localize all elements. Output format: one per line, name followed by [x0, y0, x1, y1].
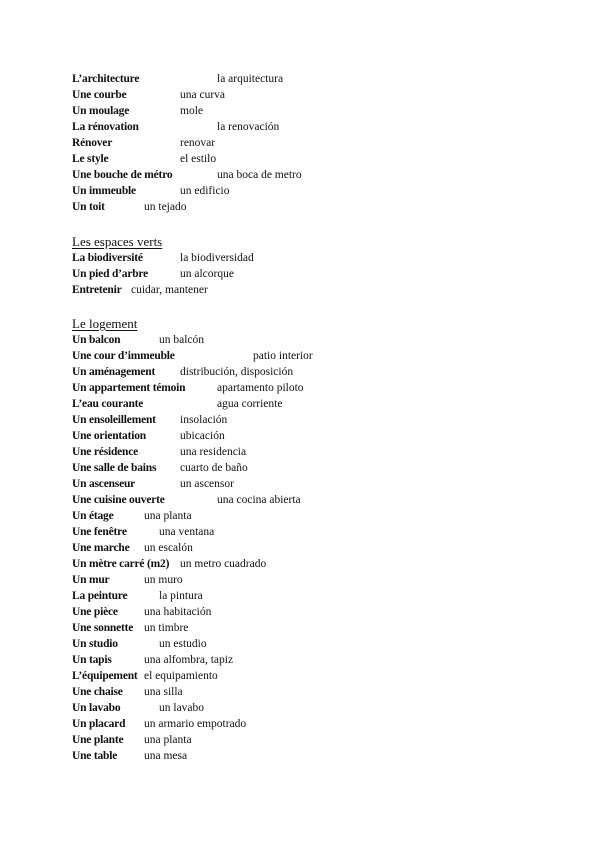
spanish-translation: ubicación — [180, 430, 225, 442]
spanish-translation: una curva — [180, 89, 226, 101]
french-term: L’eau courante — [72, 398, 144, 410]
spanish-translation: la arquitectura — [217, 73, 284, 85]
spanish-translation: una planta — [144, 510, 192, 522]
spanish-translation: un estudio — [159, 638, 207, 650]
vocab-entry — [72, 396, 512, 412]
section-heading: Les espaces verts — [72, 234, 163, 249]
spanish-translation: mole — [180, 105, 203, 117]
french-term: Une orientation — [72, 430, 146, 442]
french-term: Un immeuble — [72, 185, 136, 197]
spanish-translation: cuarto de baño — [180, 462, 248, 474]
vocab-entry — [72, 135, 512, 151]
vocab-entry — [72, 364, 512, 380]
vocab-entry — [72, 183, 512, 199]
spanish-translation: apartamento piloto — [217, 382, 304, 394]
vocab-entry — [72, 652, 512, 668]
french-term: La biodiversité — [72, 252, 143, 264]
vocab-entry — [72, 620, 512, 636]
vocab-entry — [72, 199, 512, 215]
spanish-translation: un muro — [144, 574, 183, 586]
spanish-translation: una alfombra, tapiz — [144, 654, 234, 666]
vocab-entry — [72, 460, 512, 476]
spanish-translation: una cocina abierta — [217, 494, 301, 506]
french-term: Une table — [72, 750, 118, 762]
french-term: Un mètre carré (m2) — [72, 558, 170, 570]
french-term: Un moulage — [72, 105, 130, 117]
spanish-translation: agua corriente — [217, 398, 283, 410]
french-term: Un aménagement — [72, 366, 156, 378]
french-term: Un appartement témoin — [72, 382, 186, 394]
french-term: Une résidence — [72, 446, 139, 458]
french-term: Un balcon — [72, 334, 121, 346]
spanish-translation: una habitación — [144, 606, 212, 618]
spanish-translation: una mesa — [144, 750, 188, 762]
spanish-translation: un timbre — [144, 622, 189, 634]
spanish-translation: el estilo — [180, 153, 217, 165]
spanish-translation: insolación — [180, 414, 228, 426]
vocab-entry — [72, 428, 512, 444]
spanish-translation: la biodiversidad — [180, 252, 254, 264]
french-term: Une salle de bains — [72, 462, 157, 474]
vocab-entry — [72, 266, 512, 282]
french-term: Un lavabo — [72, 702, 121, 714]
spanish-translation: una residencia — [180, 446, 247, 458]
vocab-entry — [72, 87, 512, 103]
vocab-entry — [72, 348, 512, 364]
spanish-translation: la renovación — [217, 121, 280, 133]
spanish-translation: patio interior — [253, 350, 313, 362]
vocab-entry — [72, 588, 512, 604]
french-term: Une fenêtre — [72, 526, 127, 538]
french-term: Un tapis — [72, 654, 112, 666]
vocab-entry — [72, 524, 512, 540]
spanish-translation: un alcorque — [180, 268, 234, 280]
french-term: Un étage — [72, 510, 114, 522]
vocab-entry — [72, 556, 512, 572]
spanish-translation: un ascensor — [180, 478, 234, 490]
vocab-entry — [72, 151, 512, 167]
vocab-entry — [72, 732, 512, 748]
french-term: Une cour d’immeuble — [72, 350, 175, 362]
french-term: Une plante — [72, 734, 124, 746]
french-term: Un ensoleillement — [72, 414, 156, 426]
vocab-entry — [72, 604, 512, 620]
french-term: Une marche — [72, 542, 130, 554]
vocab-entry — [72, 103, 512, 119]
french-term: Rénover — [72, 137, 113, 149]
french-term: Le style — [72, 153, 109, 165]
french-term: Un placard — [72, 718, 126, 730]
french-term: Une cuisine ouverte — [72, 494, 165, 506]
vocab-entry — [72, 380, 512, 396]
spanish-translation: una silla — [144, 686, 183, 698]
vocab-entry — [72, 684, 512, 700]
spanish-translation: un metro cuadrado — [180, 558, 267, 570]
french-term: La rénovation — [72, 121, 139, 133]
vocab-entry — [72, 492, 512, 508]
french-term: Un mur — [72, 574, 110, 586]
vocab-entry — [72, 716, 512, 732]
spanish-translation: el equipamiento — [144, 670, 218, 682]
french-term: La peinture — [72, 590, 128, 602]
french-term: Une chaise — [72, 686, 123, 698]
vocab-entry — [72, 540, 512, 556]
vocab-entry — [72, 167, 512, 183]
vocab-entry — [72, 700, 512, 716]
french-term: Une pièce — [72, 606, 118, 618]
spanish-translation: un escalón — [144, 542, 193, 554]
vocab-entry — [72, 508, 512, 524]
vocab-entry — [72, 119, 512, 135]
spanish-translation: un balcón — [159, 334, 205, 346]
french-term: Entretenir — [72, 284, 122, 296]
french-term: L’architecture — [72, 73, 140, 85]
vocab-entry — [72, 444, 512, 460]
french-term: Une bouche de métro — [72, 169, 173, 181]
spanish-translation: la pintura — [159, 590, 203, 602]
vocab-entry — [72, 71, 512, 87]
french-term: Une courbe — [72, 89, 127, 101]
section-heading: Le logement — [72, 316, 138, 331]
vocab-entry — [72, 668, 512, 684]
spanish-translation: una boca de metro — [217, 169, 302, 181]
spanish-translation: renovar — [180, 137, 216, 149]
spanish-translation: un armario empotrado — [144, 718, 247, 730]
spanish-translation: cuidar, mantener — [131, 284, 208, 296]
spanish-translation: una planta — [144, 734, 192, 746]
french-term: Un pied d’arbre — [72, 268, 149, 280]
spanish-translation: una ventana — [159, 526, 215, 538]
vocab-entry — [72, 250, 512, 266]
french-term: Un studio — [72, 638, 118, 650]
vocab-entry — [72, 476, 512, 492]
vocab-entry — [72, 412, 512, 428]
vocab-entry — [72, 636, 512, 652]
vocab-entry — [72, 332, 512, 348]
vocab-entry — [72, 282, 512, 298]
french-term: Un toit — [72, 201, 105, 213]
vocab-entry — [72, 748, 512, 764]
spanish-translation: un edificio — [180, 185, 230, 197]
spanish-translation: un lavabo — [159, 702, 205, 714]
french-term: Une sonnette — [72, 622, 134, 634]
french-term: L’équipement — [72, 670, 138, 682]
french-term: Un ascenseur — [72, 478, 136, 490]
spanish-translation: un tejado — [144, 201, 187, 213]
spanish-translation: distribución, disposición — [180, 366, 294, 378]
vocab-entry — [72, 572, 512, 588]
